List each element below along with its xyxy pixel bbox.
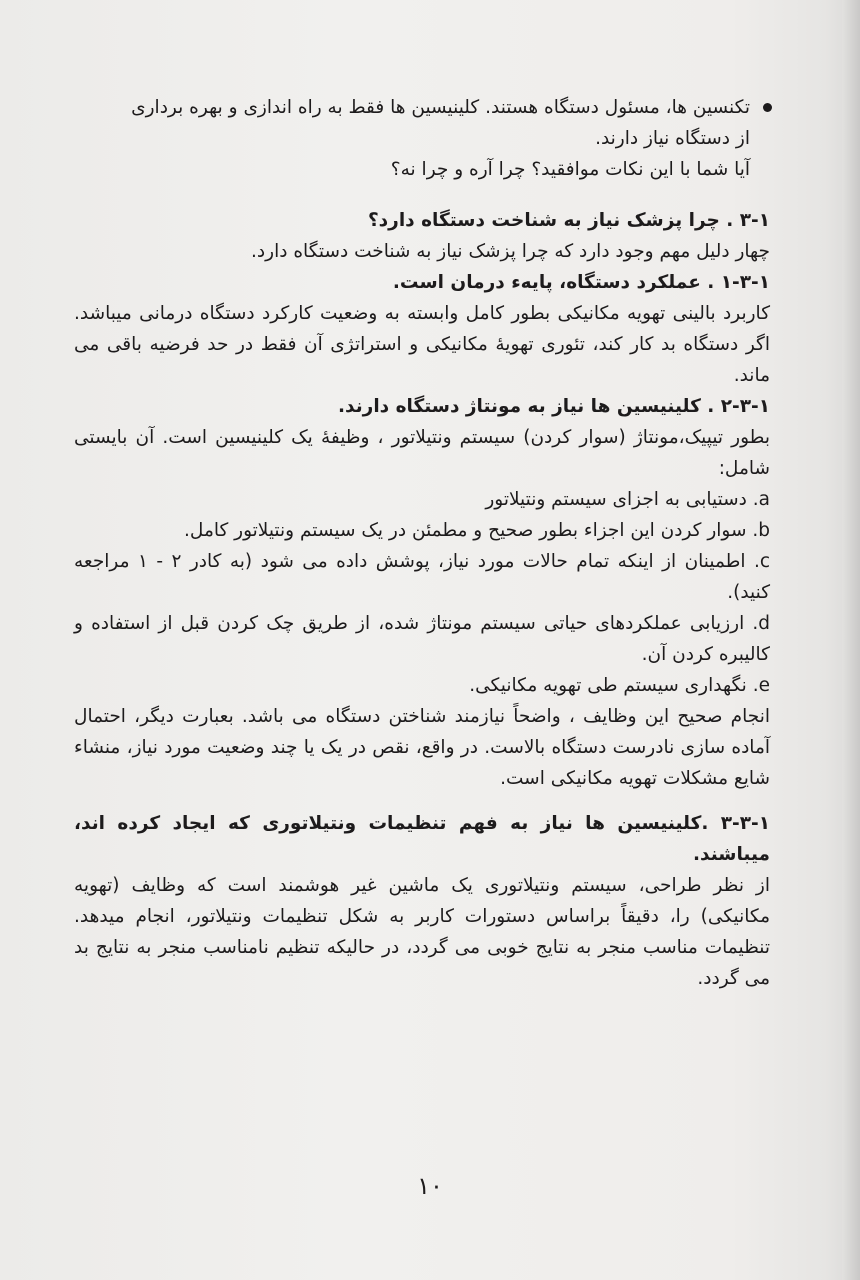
bullet-dot-icon [763, 103, 772, 112]
list-item-b: b. سوار کردن این اجزاء بطور صحیح و مطمئن در یک سیستم ونتیلاتور کامل. [184, 520, 770, 541]
bullet-line-1: تکنسین ها، مسئول دستگاه هستند. کلینیسین ها فقط به راه اندازی و بهره برداری [131, 97, 750, 118]
body-1-3-1: کاربرد بالینی تهویه مکانیکی بطور کامل وابسته به وضعیت کارکرد دستگاه درمانی میباشد. اگر دستگاه بد کار کند، تئوری تهویهٔ مکانیکی و استراتژی آن فقط در حد فرضیه باقی می ماند. [74, 303, 770, 386]
bullet-paragraph [74, 92, 770, 185]
body-1-3-3: از نظر طراحی، سیستم ونتیلاتوری یک ماشین غیر هوشمند است که وظایف (تهویه مکانیکی) را، دقیقاً براساس دستورات کاربر به شکل تنظیمات ونتیلاتور، انجام میدهد. تنظیمات مناسب منجر به نتایج خوبی می گردد، در حالیکه تنظیم نامناسب منجر به نتایج بد می گردد. [74, 875, 770, 989]
bullet-question: آیا شما با این نکات موافقید؟ چرا آره و چرا نه؟ [390, 159, 750, 180]
list-item-a: a. دستیابی به اجزای سیستم ونتیلاتور [485, 489, 770, 510]
page-edge [842, 0, 860, 1280]
heading-1-3: ۳-۱ . چرا پزشک نیاز به شناخت دستگاه دارد؟ [367, 210, 770, 231]
heading-1-3-2: ۲-۳-۱ . کلینیسین ها نیاز به مونتاژ دستگاه دارند. [338, 396, 770, 417]
intro-1-3: چهار دلیل مهم وجود دارد که چرا پزشک نیاز به شناخت دستگاه دارد. [251, 241, 770, 262]
list-item-e: e. نگهداری سیستم طی تهویه مکانیکی. [469, 675, 770, 696]
heading-1-3-1: ۱-۳-۱ . عملکرد دستگاه، پایهء درمان است. [392, 272, 770, 293]
page-number: ۱۰ [417, 1172, 443, 1200]
heading-1-3-3: ۳-۳-۱ .کلینیسین ها نیاز به فهم تنظیمات ونتیلاتوری که ایجاد کرده اند، میباشند. [74, 813, 770, 865]
closing-1-3-2: انجام صحیح این وظایف ، واضحاً نیازمند شناختن دستگاه می باشد. بعبارت دیگر، احتمال آماده سازی نادرست دستگاه بالاست. در واقع، نقص در یک یا چند وضعیت مورد نیاز، منشاء شایع مشکلات تهویه مکانیکی است. [74, 706, 770, 789]
bullet-line-2: از دستگاه نیاز دارند. [595, 128, 750, 149]
page-content [74, 92, 770, 994]
intro-1-3-2: بطور تیپیک،مونتاژ (سوار کردن) سیستم ونتیلاتور ، وظیفهٔ یک کلینیسین است. آن بایستی شامل: [74, 427, 770, 479]
list-item-d: d. ارزیابی عملکردهای حیاتی سیستم مونتاژ شده، از طریق چک کردن قبل از استفاده و کالیبره کردن آن. [74, 613, 770, 665]
list-item-c: c. اطمینان از اینکه تمام حالات مورد نیاز، پوشش داده می شود (به کادر ۲ - ۱ مراجعه کنید). [74, 551, 770, 603]
